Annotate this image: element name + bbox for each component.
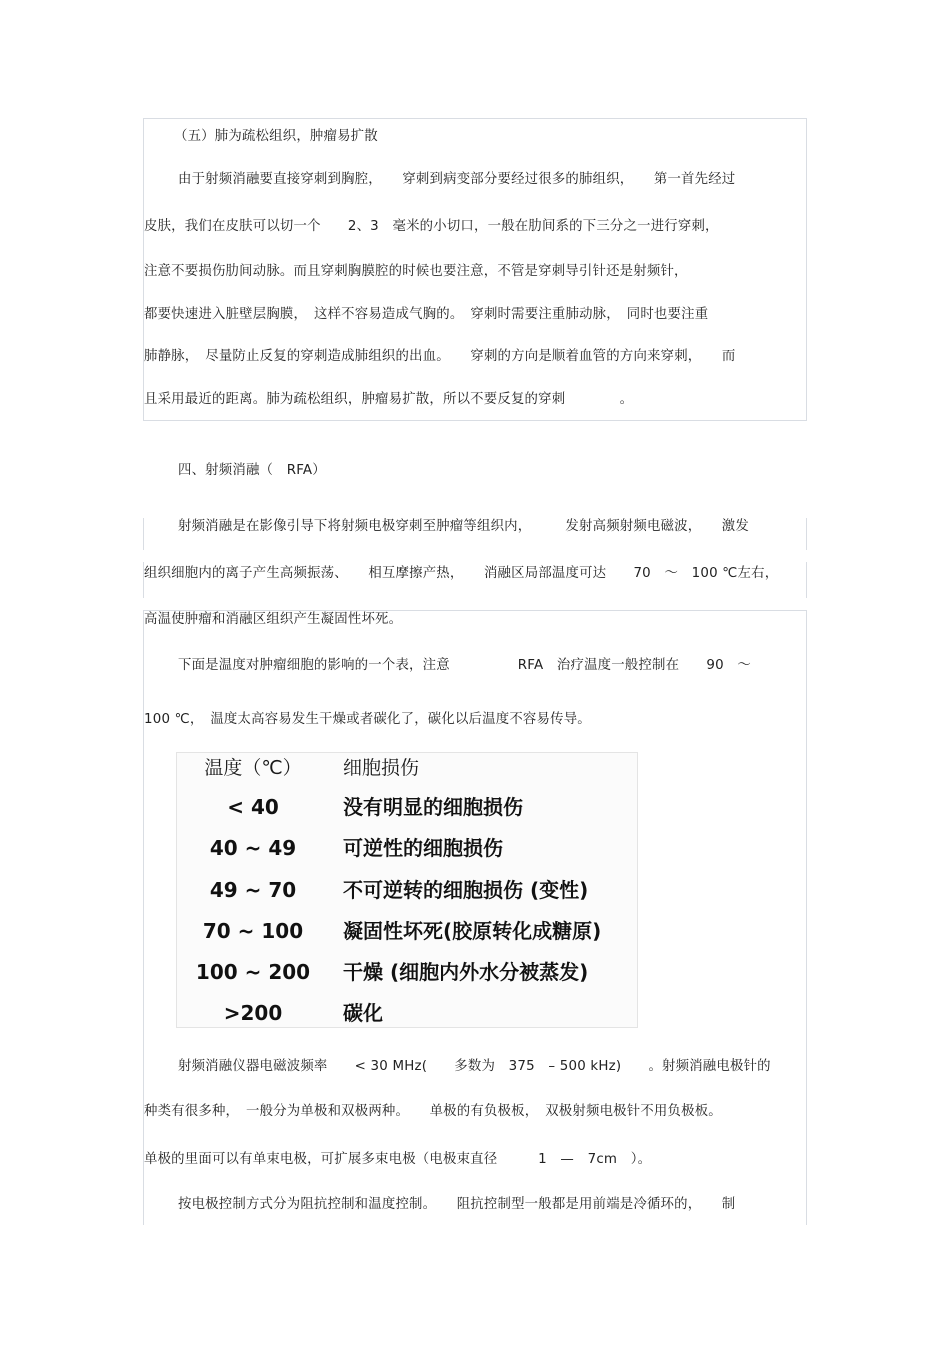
section-five-heading: （五）肺为疏松组织，肿瘤易扩散: [174, 129, 378, 144]
paragraph-line: 射频消融仪器电磁波频率 < 30 MHz( 多数为 375 – 500 kHz) 。射频消融电极针的: [178, 1059, 771, 1074]
table-header-damage: 细胞损伤: [343, 757, 420, 779]
table-row: [177, 916, 637, 946]
table-cell-damage: 干燥 (细胞内外水分被蒸发): [343, 960, 589, 984]
table-cell-damage: 没有明显的细胞损伤: [343, 795, 523, 819]
table-cell-temperature: >200: [223, 1001, 283, 1025]
paragraph-line: 种类有很多种， 一般分为单极和双极两种。 单极的有负极板， 双极射频电极针不用负极板。: [144, 1104, 722, 1119]
section-four-heading: 四、射频消融（ RFA）: [178, 463, 326, 478]
paragraph-line: 且采用最近的距离。肺为疏松组织，肿瘤易扩散，所以不要反复的穿刺 。: [144, 392, 634, 407]
paragraph-line: 由于射频消融要直接穿刺到胸腔， 穿刺到病变部分要经过很多的肺组织， 第一首先经过: [178, 172, 736, 187]
table-cell-temperature: 49 ~ 70: [209, 878, 297, 902]
paragraph-line: 肺静脉， 尽量防止反复的穿刺造成肺组织的出血。 穿刺的方向是顺着血管的方向来穿刺， 而: [144, 349, 736, 364]
paragraph-line: 单极的里面可以有单束电极，可扩展多束电极（电极束直径 1 — 7cm ）。: [144, 1152, 652, 1167]
temperature-damage-table: [176, 752, 638, 1028]
paragraph-line: 射频消融是在影像引导下将射频电极穿刺至肿瘤等组织内， 发射高频射频电磁波， 激发: [178, 519, 749, 534]
table-row: [177, 998, 637, 1028]
table-row: [177, 957, 637, 987]
table-cell-temperature: 70 ~ 100: [202, 919, 304, 943]
table-cell-temperature: 40 ~ 49: [209, 836, 297, 860]
paragraph-line: 注意不要损伤肋间动脉。而且穿刺胸膜腔的时候也要注意，不管是穿刺导引针还是射频针，: [144, 264, 688, 279]
paragraph-line: 下面是温度对肿瘤细胞的影响的一个表，注意 RFA 治疗温度一般控制在 90 ～: [178, 658, 752, 673]
paragraph-line: 100 ℃， 温度太高容易发生干燥或者碳化了，碳化以后温度不容易传导。: [144, 712, 591, 727]
paragraph-line: 按电极控制方式分为阻抗控制和温度控制。 阻抗控制型一般都是用前端是冷循环的， 制: [178, 1197, 736, 1212]
table-cell-temperature: 100 ~ 200: [195, 960, 311, 984]
table-row: [177, 833, 637, 863]
paragraph-line: 高温使肿瘤和消融区组织产生凝固性坏死。: [144, 612, 403, 627]
table-cell-damage: 碳化: [343, 1001, 383, 1025]
paragraph-line: 组织细胞内的离子产生高频振荡、 相互摩擦产热， 消融区局部温度可达 70 ～ 100 ℃左右，: [144, 566, 779, 581]
paragraph-line: 都要快速进入脏壁层胸膜， 这样不容易造成气胸的。 穿刺时需要注重肺动脉， 同时也要注重: [144, 307, 709, 322]
table-cell-damage: 可逆性的细胞损伤: [343, 836, 503, 860]
table-cell-damage: 不可逆转的细胞损伤 (变性): [343, 878, 589, 902]
table-header-temperature: 温度（℃）: [204, 757, 302, 779]
paragraph-line: 皮肤，我们在皮肤可以切一个 2、3 毫米的小切口，一般在肋间系的下三分之一进行穿刺，: [144, 219, 719, 234]
table-row: [177, 875, 637, 905]
table-cell-temperature: < 40: [227, 795, 279, 819]
table-row: [177, 792, 637, 822]
table-header: [177, 753, 637, 783]
table-cell-damage: 凝固性坏死(胶原转化成糖原): [343, 919, 602, 943]
